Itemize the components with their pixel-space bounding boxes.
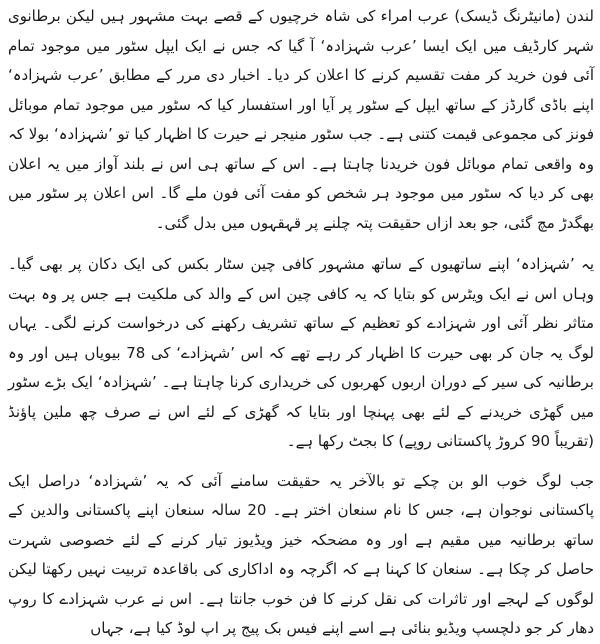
article-paragraph-3: جب لوگ خوب الو بن چکے تو بالآخر یہ حقیقت سامنے آئی کہ یہ ’شہزادہ‘ دراصل ایک پاکستانی نوجوان ہے، جس کا نام سنعان اختر ہے۔ 20 سالہ سنعان اپنے پاکستانی والدین کے ساتھ برطانیہ میں مقیم ہے اور وہ مضحکہ خیز ویڈیوز تیار کرنے کے لئے خصوصی شہرت حاصل کر چکا ہے۔ سنعان کا کہنا ہے کہ اگرچہ وہ اداکاری کی باقاعدہ تربیت نہیں رکھتا لیکن لوگوں کے لہجے اور تاثرات کی نقل کرنے کا فن خوب جانتا ہے۔ اس نے عرب شہزادے کا روپ دھار کر جو دلچسپ ویڈیو بنائی ہے اسے اپنے فیس بک پیج پر اپ لوڈ کیا ہے، جہاں bbox=[8, 471, 594, 637]
article-paragraph-2: یہ ’شہزادہ‘ اپنے ساتھیوں کے ساتھ مشہور کافی چین سٹار بکس کی ایک دکان پر بھی گیا۔ وہاں اس نے ایک ویٹرس کو بتایا کہ یہ کافی چین اس کے والد کی ملکیت ہے جس پر وہ بہت متاثر نظر آئی اور شہزادے کو تعظیم کے ساتھ تشریف رکھنے کی درخواست کرنے لگی۔ یہاں لوگ یہ جان کر بھی حیرت کا اظہار کر رہے تھے کہ اس ’شہزادے‘ کی 78 بیویاں ہیں اور وہ برطانیہ کی سیر کے دوران اربوں کھربوں کی خریداری کرنا چاہتا ہے۔ ’شہزادہ‘ ایک بڑے سٹور میں گھڑی خریدنے کے لئے بھی پہنچا اور بتایا کہ گھڑی کے لئے اس نے صرف چھ ملین پاؤنڈ (تقریباً 90 کروڑ پاکستانی روپے) کا بجٹ رکھا ہے۔ bbox=[8, 255, 594, 450]
article-paragraph-1: لندن (مانیٹرنگ ڈیسک) عرب امراء کی شاہ خرچیوں کے قصے بہت مشہور ہیں لیکن برطانوی شہر کارڈیف میں ایک ایسا ’عرب شہزادہ‘ آ گیا کہ جس نے ایک ایپل سٹور میں موجود تمام آئی فون خرید کر مفت تقسیم کرنے کا اعلان کر دیا۔ اخبار دی مرر کے مطابق ’عرب شہزادہ‘ اپنے باڈی گارڈز کے ساتھ ایپل کے سٹور پر آیا اور استفسار کیا کہ سٹور میں موجود تمام موبائل فونز کی مجموعی قیمت کتنی ہے۔ جب سٹور منیجر نے حیرت کا اظہار کیا تو ’شہزادہ‘ بولا کہ وہ واقعی تمام موبائل فون خریدنا چاہتا ہے۔ اس کے ساتھ ہی اس نے بلند آواز میں یہ اعلان بھی کر دیا کہ سٹور میں موجود ہر شخص کو مفت آئی فون ملے گا۔ اس اعلان پر سٹور میں بھگدڑ مچ گئی، جو بعد ازاں حقیقت پتہ چلنے پر قہقہوں میں بدل گئی۔ bbox=[8, 7, 594, 232]
